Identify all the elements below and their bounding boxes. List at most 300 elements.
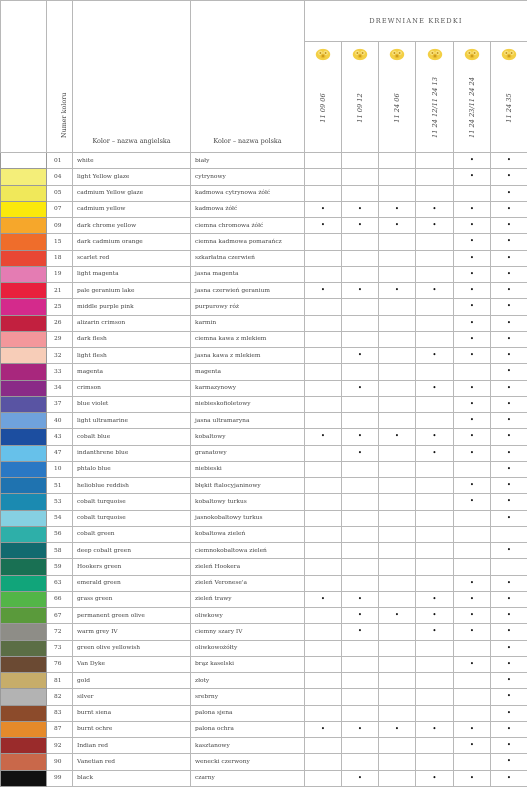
color-number: 29: [47, 331, 73, 347]
availability-cell: [342, 526, 379, 542]
product-code: 11 24 35: [505, 93, 513, 123]
color-swatch: [1, 445, 47, 461]
color-name-english: light Yellow glaze: [73, 169, 191, 185]
table-row: [1, 445, 527, 461]
availability-cell: [454, 266, 491, 282]
available-dot-icon: •: [357, 594, 363, 603]
available-dot-icon: •: [469, 334, 475, 343]
availability-cell: [342, 721, 379, 737]
availability-cell: [454, 364, 491, 380]
availability-cell: [379, 218, 416, 234]
available-dot-icon: •: [506, 432, 512, 441]
table-row: [1, 543, 527, 559]
color-name-english: deep cobalt green: [73, 543, 191, 559]
color-name-polish: szkarłatna czerwień: [191, 250, 305, 266]
table-row: [1, 754, 527, 770]
available-dot-icon: •: [320, 286, 326, 295]
availability-cell: [454, 591, 491, 607]
availability-cell: [491, 364, 527, 380]
availability-cell: [454, 738, 491, 754]
available-dot-icon: •: [432, 383, 437, 392]
availability-cell: [379, 201, 416, 217]
availability-cell: [342, 543, 379, 559]
availability-cell: [491, 413, 527, 429]
availability-cell: [454, 608, 491, 624]
color-name-polish: kasztanowy: [191, 738, 305, 754]
available-dot-icon: •: [469, 481, 475, 490]
availability-cell: [305, 689, 342, 705]
color-number: 43: [47, 429, 73, 445]
color-name-polish: magenta: [191, 364, 305, 380]
availability-cell: [342, 624, 379, 640]
color-name-english: cobalt green: [73, 526, 191, 542]
availability-cell: [454, 250, 491, 266]
available-dot-icon: •: [357, 611, 363, 620]
table-row: [1, 266, 527, 282]
availability-cell: [379, 234, 416, 250]
color-name-polish: kobaltowa zieleń: [191, 526, 305, 542]
availability-cell: [454, 413, 491, 429]
availability-cell: [491, 754, 527, 770]
availability-cell: [416, 591, 454, 607]
available-dot-icon: •: [357, 383, 363, 392]
availability-cell: [454, 461, 491, 477]
color-number: 40: [47, 413, 73, 429]
availability-cell: [454, 315, 491, 331]
availability-cell: [379, 543, 416, 559]
color-name-english: Hookers green: [73, 559, 191, 575]
availability-cell: [491, 169, 527, 185]
color-name-polish: złoty: [191, 673, 305, 689]
availability-cell: [491, 591, 527, 607]
available-dot-icon: •: [506, 627, 512, 636]
availability-cell: [416, 721, 454, 737]
pencil-bundle-icon: [389, 46, 405, 60]
availability-cell: [305, 396, 342, 412]
available-dot-icon: •: [320, 594, 326, 603]
availability-cell: [379, 721, 416, 737]
availability-cell: [416, 575, 454, 591]
available-dot-icon: •: [357, 448, 363, 457]
availability-cell: [379, 396, 416, 412]
availability-cell: [379, 153, 416, 169]
color-name-polish: ciemna chromowa żółć: [191, 218, 305, 234]
color-number: 87: [47, 721, 73, 737]
availability-cell: [491, 461, 527, 477]
color-swatch: [1, 169, 47, 185]
color-number: 56: [47, 526, 73, 542]
availability-cell: [305, 445, 342, 461]
color-number: 99: [47, 770, 73, 786]
availability-cell: [454, 543, 491, 559]
availability-cell: [379, 738, 416, 754]
availability-cell: [305, 478, 342, 494]
color-name-polish: niebieskofioletowy: [191, 396, 305, 412]
color-number: 66: [47, 591, 73, 607]
availability-cell: [379, 705, 416, 721]
availability-cell: [379, 250, 416, 266]
available-dot-icon: •: [469, 383, 475, 392]
availability-cell: [416, 494, 454, 510]
color-swatch: [1, 299, 47, 315]
availability-cell: [454, 478, 491, 494]
polish-name-header-label: Kolor – nazwa polska: [213, 137, 282, 145]
color-swatch: [1, 364, 47, 380]
available-dot-icon: •: [506, 302, 512, 311]
available-dot-icon: •: [394, 611, 400, 620]
color-number: 83: [47, 705, 73, 721]
available-dot-icon: •: [432, 627, 437, 636]
color-number: 67: [47, 608, 73, 624]
availability-cell: [379, 656, 416, 672]
available-dot-icon: •: [506, 578, 512, 587]
availability-cell: [342, 591, 379, 607]
table-row: [1, 608, 527, 624]
available-dot-icon: •: [506, 481, 512, 490]
availability-cell: [416, 380, 454, 396]
availability-cell: [305, 770, 342, 786]
availability-cell: [379, 559, 416, 575]
availability-cell: [491, 494, 527, 510]
availability-cell: [342, 299, 379, 315]
available-dot-icon: •: [394, 724, 400, 733]
availability-cell: [454, 494, 491, 510]
color-swatch: [1, 234, 47, 250]
color-number: 82: [47, 689, 73, 705]
color-swatch: [1, 201, 47, 217]
color-swatch: [1, 559, 47, 575]
color-name-english: burnt siena: [73, 705, 191, 721]
number-header-label: Numer koloru: [59, 92, 68, 138]
available-dot-icon: •: [320, 724, 326, 733]
color-swatch: [1, 348, 47, 364]
availability-cell: [491, 185, 527, 201]
color-swatch: [1, 153, 47, 169]
availability-cell: [491, 201, 527, 217]
color-name-english: burnt ochre: [73, 721, 191, 737]
availability-cell: [342, 640, 379, 656]
available-dot-icon: •: [506, 659, 512, 668]
available-dot-icon: •: [506, 643, 512, 652]
table-row: [1, 689, 527, 705]
availability-cell: [305, 348, 342, 364]
product-code: 11 24 23/11 24 24: [468, 77, 476, 138]
product-column-3: [379, 42, 416, 153]
product-code: 11 09 12: [356, 93, 364, 123]
availability-cell: [491, 510, 527, 526]
color-name-english: crimson: [73, 380, 191, 396]
color-number: 07: [47, 201, 73, 217]
table-row: [1, 429, 527, 445]
available-dot-icon: •: [506, 513, 512, 522]
color-name-polish: wenecki czerwony: [191, 754, 305, 770]
availability-cell: [305, 738, 342, 754]
color-name-english: gold: [73, 673, 191, 689]
color-number: 09: [47, 218, 73, 234]
availability-cell: [379, 266, 416, 282]
availability-cell: [454, 624, 491, 640]
available-dot-icon: •: [357, 221, 363, 230]
availability-cell: [342, 169, 379, 185]
availability-cell: [491, 640, 527, 656]
availability-cell: [379, 478, 416, 494]
color-number: 04: [47, 169, 73, 185]
available-dot-icon: •: [394, 286, 400, 295]
color-name-polish: oliwkowy: [191, 608, 305, 624]
table-row: [1, 770, 527, 786]
color-name-english: blue violet: [73, 396, 191, 412]
color-name-english: black: [73, 770, 191, 786]
available-dot-icon: •: [469, 432, 475, 441]
color-swatch: [1, 461, 47, 477]
available-dot-icon: •: [469, 204, 475, 213]
availability-cell: [491, 234, 527, 250]
color-number: 81: [47, 673, 73, 689]
color-name-english: cadmium Yellow glaze: [73, 185, 191, 201]
table-row: [1, 283, 527, 299]
color-name-polish: zieleń Veronese'a: [191, 575, 305, 591]
color-name-english: silver: [73, 689, 191, 705]
availability-cell: [416, 559, 454, 575]
availability-cell: [416, 234, 454, 250]
product-column-1: [305, 42, 342, 153]
available-dot-icon: •: [506, 253, 512, 262]
availability-cell: [491, 315, 527, 331]
color-name-english: alizarin crimson: [73, 315, 191, 331]
color-name-english: light magenta: [73, 266, 191, 282]
availability-cell: [454, 526, 491, 542]
color-swatch: [1, 396, 47, 412]
availability-cell: [416, 673, 454, 689]
pencil-bundle-icon: [427, 46, 443, 60]
availability-cell: [491, 656, 527, 672]
available-dot-icon: •: [357, 351, 363, 360]
availability-cell: [305, 380, 342, 396]
available-dot-icon: •: [506, 188, 512, 197]
availability-cell: [416, 201, 454, 217]
availability-cell: [305, 608, 342, 624]
available-dot-icon: •: [320, 432, 326, 441]
availability-cell: [342, 348, 379, 364]
availability-cell: [416, 640, 454, 656]
availability-cell: [305, 234, 342, 250]
availability-cell: [305, 575, 342, 591]
availability-cell: [416, 348, 454, 364]
available-dot-icon: •: [506, 318, 512, 327]
color-swatch: [1, 721, 47, 737]
color-swatch: [1, 754, 47, 770]
product-code: 11 24 06: [393, 93, 401, 123]
color-number: 21: [47, 283, 73, 299]
pencil-bundle-icon: [315, 46, 331, 60]
availability-cell: [454, 705, 491, 721]
availability-cell: [342, 266, 379, 282]
color-name-english: dark cadmium orange: [73, 234, 191, 250]
available-dot-icon: •: [506, 383, 512, 392]
available-dot-icon: •: [469, 269, 475, 278]
availability-cell: [491, 445, 527, 461]
availability-cell: [379, 429, 416, 445]
availability-cell: [454, 640, 491, 656]
availability-cell: [342, 185, 379, 201]
english-name-header: [73, 1, 191, 153]
color-swatch: [1, 575, 47, 591]
table-row: [1, 510, 527, 526]
color-name-polish: jasna magenta: [191, 266, 305, 282]
availability-cell: [491, 348, 527, 364]
availability-cell: [379, 461, 416, 477]
color-number: 73: [47, 640, 73, 656]
availability-cell: [342, 559, 379, 575]
color-name-polish: kadmowa cytrynowa żółć: [191, 185, 305, 201]
availability-cell: [305, 624, 342, 640]
color-name-english: Vanetian red: [73, 754, 191, 770]
color-name-polish: kobaltowy turkus: [191, 494, 305, 510]
availability-cell: [305, 591, 342, 607]
available-dot-icon: •: [469, 448, 475, 457]
color-name-english: Indian red: [73, 738, 191, 754]
availability-cell: [491, 396, 527, 412]
availability-cell: [416, 315, 454, 331]
availability-cell: [342, 656, 379, 672]
available-dot-icon: •: [469, 318, 475, 327]
color-swatch: [1, 738, 47, 754]
color-name-english: warm grey IV: [73, 624, 191, 640]
color-number: 18: [47, 250, 73, 266]
available-dot-icon: •: [394, 221, 400, 230]
availability-cell: [379, 299, 416, 315]
availability-cell: [342, 608, 379, 624]
color-number: 59: [47, 559, 73, 575]
available-dot-icon: •: [469, 594, 475, 603]
availability-cell: [305, 169, 342, 185]
availability-cell: [454, 299, 491, 315]
color-number: 10: [47, 461, 73, 477]
available-dot-icon: •: [506, 497, 512, 506]
availability-cell: [416, 445, 454, 461]
color-name-polish: ciemnokobaltowa zieleń: [191, 543, 305, 559]
availability-cell: [379, 510, 416, 526]
availability-cell: [342, 234, 379, 250]
available-dot-icon: •: [469, 578, 475, 587]
available-dot-icon: •: [469, 773, 475, 782]
availability-cell: [379, 413, 416, 429]
availability-cell: [305, 526, 342, 542]
availability-cell: [491, 299, 527, 315]
available-dot-icon: •: [357, 627, 363, 636]
availability-cell: [454, 283, 491, 299]
availability-cell: [379, 673, 416, 689]
table-row: [1, 705, 527, 721]
available-dot-icon: •: [469, 724, 475, 733]
availability-cell: [416, 283, 454, 299]
available-dot-icon: •: [469, 286, 475, 295]
color-number: 76: [47, 656, 73, 672]
color-name-english: emerald green: [73, 575, 191, 591]
color-swatch: [1, 526, 47, 542]
available-dot-icon: •: [506, 334, 512, 343]
availability-cell: [454, 396, 491, 412]
availability-cell: [305, 543, 342, 559]
availability-cell: [416, 299, 454, 315]
availability-cell: [454, 169, 491, 185]
product-code: 11 09 06: [319, 93, 327, 123]
table-row: [1, 218, 527, 234]
color-swatch: [1, 656, 47, 672]
pencil-bundle-icon: [501, 46, 517, 60]
color-name-polish: błękit ftalocyjaninowy: [191, 478, 305, 494]
availability-cell: [379, 283, 416, 299]
availability-cell: [454, 234, 491, 250]
available-dot-icon: •: [394, 432, 400, 441]
product-column-6: [491, 42, 527, 153]
availability-cell: [379, 608, 416, 624]
color-swatch: [1, 283, 47, 299]
availability-cell: [379, 331, 416, 347]
color-name-english: pale geranium lake: [73, 283, 191, 299]
availability-cell: [416, 510, 454, 526]
availability-cell: [416, 331, 454, 347]
color-swatch: [1, 315, 47, 331]
table-row: [1, 738, 527, 754]
color-name-english: Van Dyke: [73, 656, 191, 672]
availability-cell: [416, 608, 454, 624]
color-name-polish: ciemny szary IV: [191, 624, 305, 640]
color-swatch: [1, 380, 47, 396]
color-swatch: [1, 591, 47, 607]
availability-cell: [454, 185, 491, 201]
available-dot-icon: •: [506, 204, 512, 213]
availability-cell: [342, 673, 379, 689]
availability-cell: [416, 266, 454, 282]
available-dot-icon: •: [432, 594, 437, 603]
availability-cell: [491, 526, 527, 542]
availability-cell: [342, 738, 379, 754]
availability-cell: [342, 445, 379, 461]
availability-cell: [491, 721, 527, 737]
available-dot-icon: •: [469, 302, 475, 311]
color-name-polish: kobaltowy: [191, 429, 305, 445]
availability-cell: [342, 689, 379, 705]
availability-cell: [342, 770, 379, 786]
available-dot-icon: •: [469, 627, 475, 636]
availability-cell: [454, 445, 491, 461]
availability-cell: [305, 640, 342, 656]
availability-cell: [491, 624, 527, 640]
availability-cell: [491, 559, 527, 575]
product-column-2: [342, 42, 379, 153]
availability-cell: [305, 705, 342, 721]
color-number: 05: [47, 185, 73, 201]
color-swatch: [1, 250, 47, 266]
color-swatch: [1, 413, 47, 429]
availability-cell: [305, 364, 342, 380]
availability-cell: [416, 218, 454, 234]
color-name-polish: zieleń Hookera: [191, 559, 305, 575]
available-dot-icon: •: [469, 611, 475, 620]
color-number: 26: [47, 315, 73, 331]
table-row: [1, 299, 527, 315]
color-name-polish: zieleń trawy: [191, 591, 305, 607]
color-name-polish: jasna ultramaryna: [191, 413, 305, 429]
color-name-english: dark chrome yellow: [73, 218, 191, 234]
table-row: [1, 461, 527, 477]
table-row: [1, 591, 527, 607]
availability-cell: [379, 526, 416, 542]
availability-cell: [416, 396, 454, 412]
available-dot-icon: •: [432, 773, 437, 782]
available-dot-icon: •: [432, 448, 437, 457]
